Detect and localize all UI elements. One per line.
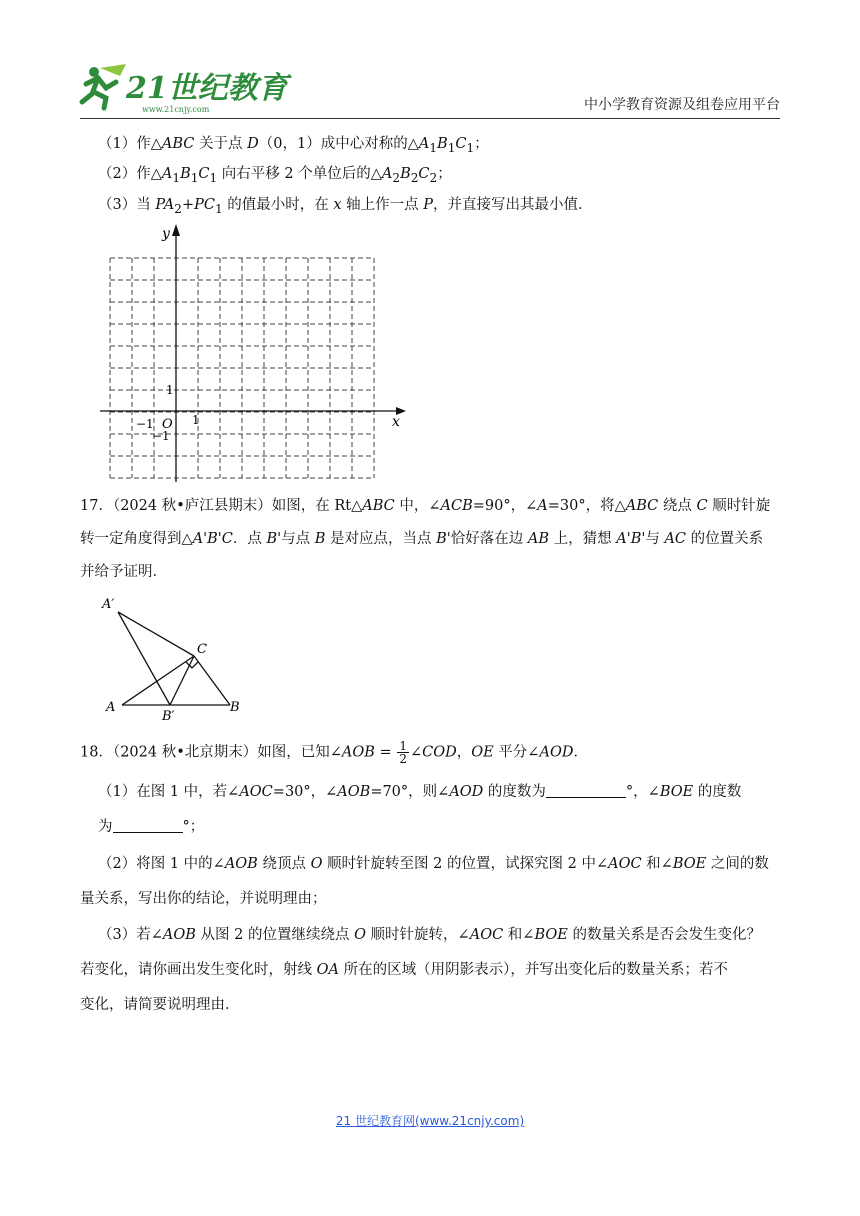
x-one-label: 1 — [192, 413, 200, 427]
q18-stem: 18．（2024 秋•北京期末）如图，已知∠AOB = $\frac{1}{2}$ ∠COD，OE 平分∠AOD． — [80, 739, 588, 766]
rotation-triangle-figure — [98, 592, 258, 724]
y-one-label: 1 — [166, 383, 174, 397]
label-A-prime: A′ — [102, 597, 115, 612]
q18-part1: （1）在图 1 中，若∠AOC=30°，∠AOB=70°，则∠AOD 的度数为 °，∠BOE 的度数 — [98, 784, 742, 800]
answer-blank-aod[interactable] — [546, 783, 626, 798]
q18-part3-cont1: 若变化，请你画出发生变化时，射线 OA 所在的区域（用阴影表示），并写出变化后的数量关系；若不 — [80, 962, 728, 978]
answer-blank-boe[interactable] — [113, 818, 183, 833]
label-A: A — [106, 700, 116, 715]
q16-part1: （1）作△ABC 关于点 D（0，1）成中心对称的$\triangle A_1B_1C_1$； — [98, 136, 489, 155]
label-B: B — [230, 700, 240, 715]
q18-part2-cont: 量关系，写出你的结论，并说明理由； — [80, 891, 327, 907]
q18-part1-cont: 为 °； — [98, 819, 205, 835]
platform-name: 中小学教育资源及组卷应用平台 — [584, 97, 780, 113]
logo-icon — [80, 62, 288, 116]
origin-label: O — [162, 417, 173, 432]
x-neg-one-label: −1 — [136, 417, 154, 431]
label-B-prime: B′ — [162, 709, 175, 724]
q18-part3: （3）若∠AOB 从图 2 的位置继续绕点 O 顺时针旋转，∠AOC 和∠BOE 的数量关系是否会发生变化？ — [98, 927, 761, 943]
page-header — [80, 62, 780, 119]
page-footer — [0, 1112, 860, 1129]
q18-part2: （2）将图 1 中的∠AOB 绕顶点 O 顺时针旋转至图 2 的位置，试探究图 2 中∠AOC 和∠BOE 之间的数 — [98, 856, 769, 872]
y-neg-one-label: −1 — [152, 429, 170, 443]
label-C: C — [197, 642, 207, 657]
q16-part2: （2）作$\triangle A_1B_1C_1$ 向右平移 2 个单位后的$\triangle A_2B_2C_2$； — [98, 166, 452, 185]
q18-part3-cont2: 变化，请简要说明理由． — [80, 997, 240, 1013]
q17-text: 17．（2024 秋•庐江县期末）如图，在 Rt△ABC 中，∠ACB=90°，∠A=30°，将△ABC 绕点 C 顺时针旋 转一定角度得到△A'B'C．点 B'与点 B 是对应点，当点 B'恰好落在边 AB 上，猜想 A'B'与 AC 的位置关系 并给予证明． — [80, 498, 771, 580]
fraction-half: $\frac{1}{2}$ — [399, 739, 407, 766]
y-axis-label: y — [162, 226, 170, 242]
q16-part3: （3）当 $PA_2+PC_1$ 的值最小时，在 x 轴上作一点 P，并直接写出其最小值． — [98, 197, 593, 216]
x-axis-label: x — [392, 414, 400, 430]
logo-text: 21世纪教育 — [126, 71, 288, 106]
footer-link[interactable]: 21 世纪教育网(www.21cnjy.com) — [335, 1114, 525, 1128]
y-axis-arrow-icon — [172, 224, 180, 236]
coordinate-grid-figure — [100, 222, 410, 484]
logo-url: www.21cnjy.com — [142, 105, 210, 114]
